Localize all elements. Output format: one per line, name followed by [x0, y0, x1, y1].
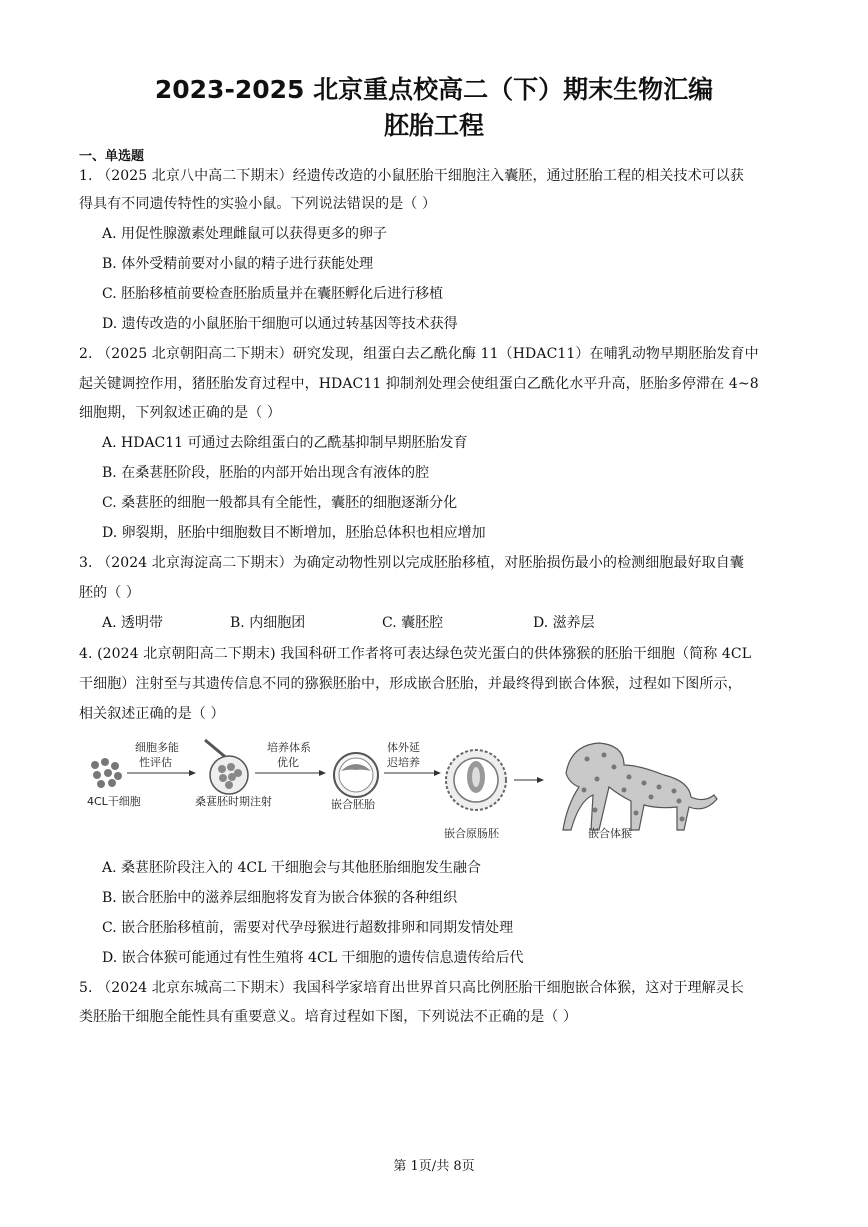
chimeric-embryo-icon: [334, 753, 378, 797]
q4-stem-line: 相关叙述正确的是（ ）: [79, 706, 225, 722]
q4-option-c: C. 嵌合胚胎移植前，需要对代孕母猴进行超数排卵和同期发情处理: [102, 920, 514, 936]
label-chimeric-embryo: 嵌合胚胎: [331, 798, 375, 811]
q1-option-b: B. 体外受精前要对小鼠的精子进行获能处理: [102, 256, 374, 272]
q3-stem-line: 胚的（ ）: [79, 585, 140, 601]
q2-stem-line: 2. （2025 北京朝阳高二下期末）研究发现，组蛋白去乙酰化酶 11（HDAC11）在哺乳动物早期胚胎发育中: [79, 346, 759, 362]
section-heading: 一、单选题: [79, 149, 145, 164]
label-chimeric-gastrula: 嵌合原肠胚: [444, 827, 499, 840]
q4-option-b: B. 嵌合胚胎中的滋养层细胞将发育为嵌合体猴的各种组织: [102, 890, 458, 906]
q3-option-d: D. 滋养层: [533, 615, 595, 631]
q3-stem-line: 3. （2024 北京海淀高二下期末）为确定动物性别以完成胚胎移植，对胚胎损伤最小的检测细胞最好取自囊: [79, 555, 744, 571]
label-chimeric-monkey: 嵌合体猴: [588, 827, 632, 840]
page-footer: 第 1页/共 8页: [393, 1159, 475, 1174]
arrow1-label-top: 细胞多能: [135, 741, 179, 754]
q3-option-b: B. 内细胞团: [230, 615, 306, 631]
q1-option-c: C. 胚胎移植前要检查胚胎质量并在囊胚孵化后进行移植: [102, 286, 444, 302]
q2-option-b: B. 在桑葚胚阶段，胚胎的内部开始出现含有液体的腔: [102, 465, 430, 481]
page-subtitle: 胚胎工程: [383, 111, 484, 140]
q1-option-a: A. 用促性腺激素处理雌鼠可以获得更多的卵子: [102, 226, 388, 242]
q3-option-c: C. 囊胚腔: [382, 615, 444, 631]
q3-option-a: A. 透明带: [102, 615, 164, 631]
q4-option-d: D. 嵌合体猴可能通过有性生殖将 4CL 干细胞的遗传信息遗传给后代: [102, 950, 524, 966]
q1-stem-line: 1. （2025 北京八中高二下期末）经遗传改造的小鼠胚胎干细胞注入囊胚，通过胚胎工程的相关技术可以获: [79, 168, 744, 184]
q4-stem-line: 干细胞）注射至与其遗传信息不同的猕猴胚胎中，形成嵌合胚胎，并最终得到嵌合体猴，过程如下图所示，: [79, 676, 742, 692]
arrow2-label-top: 培养体系: [267, 741, 311, 754]
q2-option-a: A. HDAC11 可通过去除组蛋白的乙酰基抑制早期胚胎发育: [102, 435, 468, 451]
q1-stem-line: 得具有不同遗传特性的实验小鼠。下列说法错误的是（ ）: [79, 196, 437, 212]
q5-stem-line: 5. （2024 北京东城高二下期末）我国科学家培育出世界首只高比例胚胎干细胞嵌合体猴，这对于理解灵长: [79, 980, 744, 996]
q5-stem-line: 类胚胎干细胞全能性具有重要意义。培育过程如下图，下列说法不正确的是（ ）: [79, 1009, 578, 1025]
q2-stem-line: 起关键调控作用，猪胚胎发育过程中，HDAC11 抑制剂处理会使组蛋白乙酰化水平升高，胚胎多停滞在 4~8: [79, 376, 759, 392]
q4-option-a: A. 桑葚胚阶段注入的 4CL 干细胞会与其他胚胎细胞发生融合: [102, 860, 481, 876]
label-morula-injection: 桑葚胚时期注射: [195, 795, 272, 808]
q2-stem-line: 细胞期，下列叙述正确的是（ ）: [79, 405, 281, 421]
q2-option-c: C. 桑葚胚的细胞一般都具有全能性，囊胚的细胞逐渐分化: [102, 495, 458, 511]
q1-option-d: D. 遗传改造的小鼠胚胎干细胞可以通过转基因等技术获得: [102, 316, 458, 332]
q4-stem-line: 4. (2024 北京朝阳高二下期末) 我国科研工作者将可表达绿色荧光蛋白的供体猕猴的胚胎干细胞（简称 4CL: [79, 646, 752, 662]
page-title: 2023-2025 北京重点校高二（下）期末生物汇编: [154, 75, 714, 104]
stem-cells-icon: [91, 758, 122, 788]
arrow1-label-bottom: 性评估: [139, 756, 172, 769]
chimera-process-diagram: [79, 735, 799, 845]
chimeric-gastrula-icon: [446, 750, 506, 810]
morula-injection-icon: [205, 740, 248, 794]
arrow3-label-top: 体外延: [387, 741, 420, 754]
arrow2-label-bottom: 优化: [277, 756, 299, 769]
arrow3-label-bottom: 迟培养: [387, 756, 420, 769]
chimeric-monkey-icon: [563, 743, 717, 830]
label-4cl-stem-cells: 4CL干细胞: [87, 795, 141, 808]
q2-option-d: D. 卵裂期，胚胎中细胞数目不断增加，胚胎总体积也相应增加: [102, 525, 486, 541]
